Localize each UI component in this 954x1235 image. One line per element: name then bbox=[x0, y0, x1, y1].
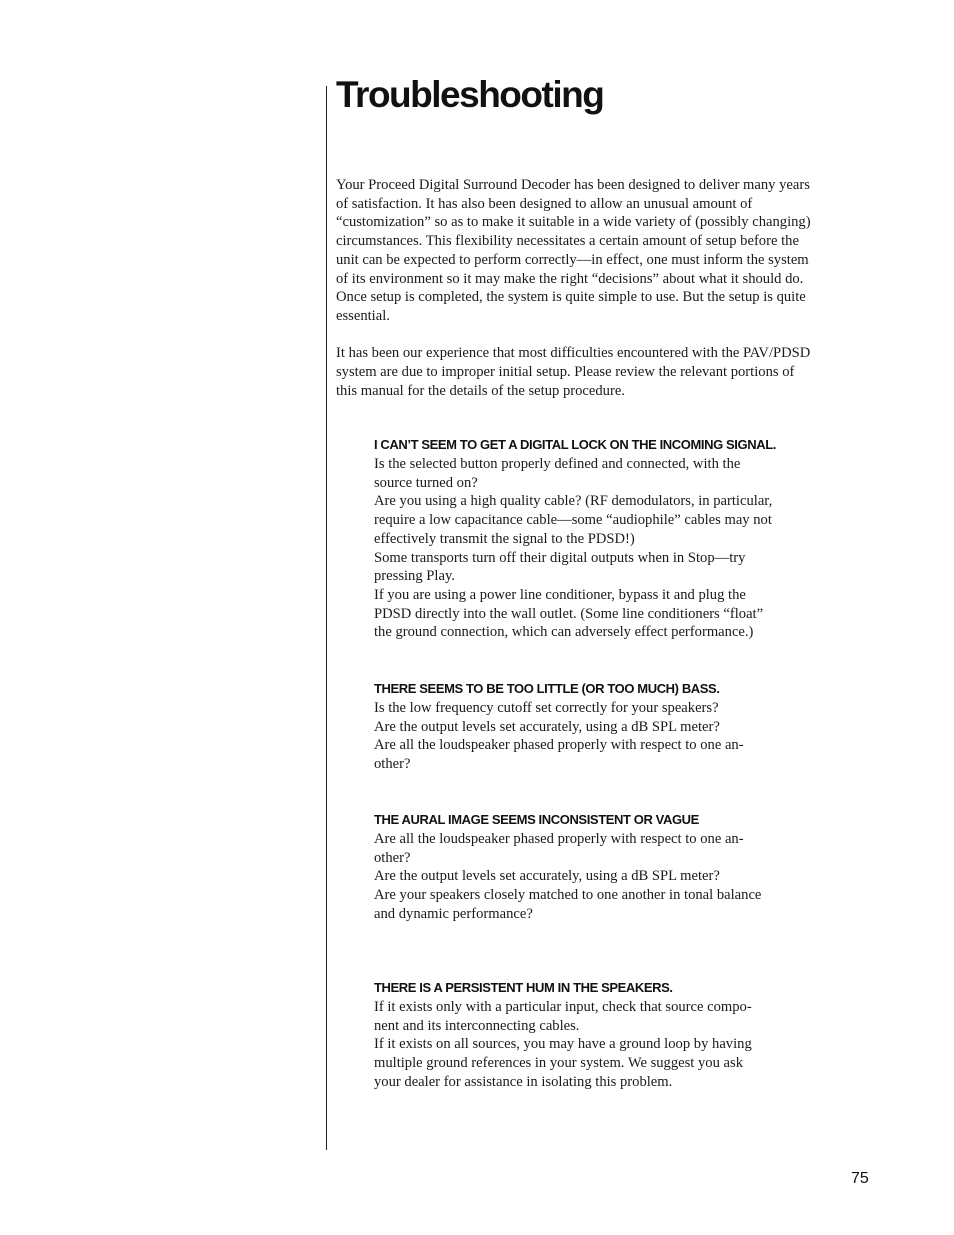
section-line: Some transports turn off their digital outputs when in Stop—try bbox=[374, 549, 746, 566]
intro-line: this manual for the details of the setup procedure. bbox=[336, 382, 625, 399]
section-line: If it exists only with a particular input, check that source compo- bbox=[374, 999, 752, 1015]
intro-paragraph-1 bbox=[336, 176, 872, 326]
intro-line: It has been our experience that most difficulties encountered with the PAV/PDSD bbox=[336, 345, 811, 362]
section-line: If it exists on all sources, you may have a ground loop by having bbox=[374, 1036, 752, 1053]
margin-rule bbox=[326, 86, 327, 1150]
section-line: the ground connection, which can adversely effect performance.) bbox=[374, 624, 754, 641]
section-heading: THE AURAL IMAGE SEEMS INCONSISTENT OR VAGUE bbox=[374, 812, 699, 827]
section-digital-lock bbox=[374, 436, 824, 642]
section-line: require a low capacitance cable—some “audiophile” cables may not bbox=[374, 512, 772, 529]
section-line: your dealer for assistance in isolating this problem. bbox=[374, 1073, 673, 1090]
intro-text bbox=[336, 176, 872, 419]
section-line: and dynamic performance? bbox=[374, 905, 533, 922]
section-line: Are all the loudspeaker phased properly with respect to one an- bbox=[374, 737, 744, 754]
intro-line: unit can be expected to perform correctly—in effect, one must inform the system bbox=[336, 251, 809, 268]
section-line: Are the output levels set accurately, using a dB SPL meter? bbox=[374, 718, 720, 735]
section-line: Are your speakers closely matched to one another in tonal balance bbox=[374, 887, 762, 904]
section-line: nent and its interconnecting cables. bbox=[374, 1017, 580, 1034]
section-line: Are you using a high quality cable? (RF demodulators, in particular, bbox=[374, 493, 773, 510]
intro-line: of satisfaction. It has also been designed to allow an unusual amount of bbox=[336, 195, 753, 212]
section-line: other? bbox=[374, 756, 411, 773]
page-title: Troubleshooting bbox=[336, 74, 604, 115]
intro-line: “customization” so as to make it suitable in a wide variety of (possibly changing) bbox=[336, 214, 811, 231]
section-line: If you are using a power line conditioner, bypass it and plug the bbox=[374, 586, 746, 603]
intro-line: of its environment so it may make the right “decisions” about what it should do. bbox=[336, 270, 804, 287]
section-line: Are the output levels set accurately, using a dB SPL meter? bbox=[374, 868, 720, 885]
section-heading: THERE IS A PERSISTENT HUM IN THE SPEAKERS. bbox=[374, 980, 673, 995]
intro-line: essential. bbox=[336, 307, 390, 324]
intro-line: system are due to improper initial setup. Please review the relevant portions of bbox=[336, 364, 795, 381]
section-line: multiple ground references in your system. We suggest you ask bbox=[374, 1055, 743, 1072]
intro-line: circumstances. This flexibility necessitates a certain amount of setup before the bbox=[336, 233, 799, 250]
intro-line: Once setup is completed, the system is quite simple to use. But the setup is quite bbox=[336, 289, 806, 306]
section-line: Is the low frequency cutoff set correctly for your speakers? bbox=[374, 700, 719, 716]
section-line: effectively transmit the signal to the PDSD!) bbox=[374, 530, 635, 547]
section-heading: I CAN’T SEEM TO GET A DIGITAL LOCK ON THE INCOMING SIGNAL. bbox=[374, 437, 776, 452]
section-heading: THERE SEEMS TO BE TOO LITTLE (OR TOO MUCH) BASS. bbox=[374, 681, 720, 696]
page-number: 75 bbox=[851, 1170, 869, 1187]
section-line: other? bbox=[374, 849, 411, 866]
section-line: source turned on? bbox=[374, 474, 478, 491]
section-line: pressing Play. bbox=[374, 568, 455, 585]
section-line: Is the selected button properly defined and connected, with the bbox=[374, 456, 741, 472]
section-line: Are all the loudspeaker phased properly with respect to one an- bbox=[374, 831, 744, 847]
intro-paragraph-2 bbox=[336, 344, 872, 400]
section-hum bbox=[374, 979, 824, 1092]
intro-line: Your Proceed Digital Surround Decoder has been designed to deliver many years bbox=[336, 177, 810, 193]
section-aural-image bbox=[374, 811, 824, 924]
section-line: PDSD directly into the wall outlet. (Some line conditioners “float” bbox=[374, 605, 764, 622]
section-bass bbox=[374, 680, 824, 774]
